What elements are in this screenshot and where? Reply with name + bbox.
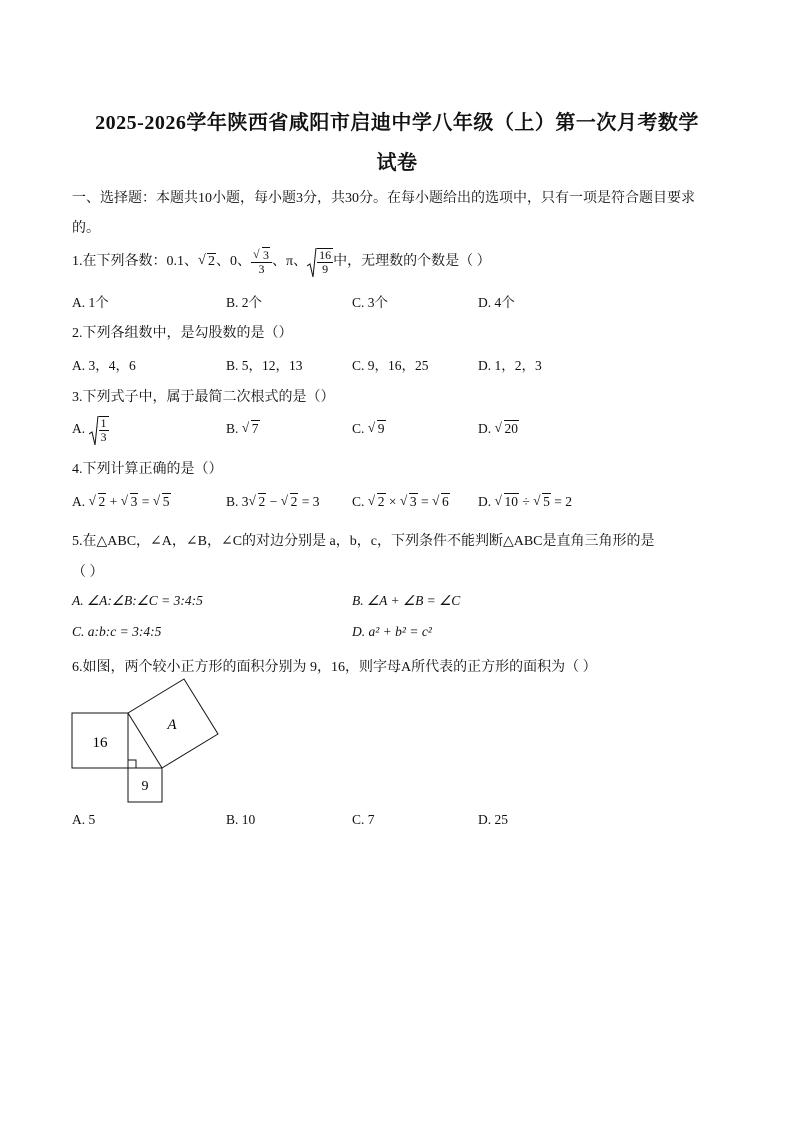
q1-option-d[interactable]: D. 4个 [478,295,515,310]
q3-d-radicand: 20 [504,421,518,436]
exam-title-line1: 2025-2026学年陕西省咸阳市启迪中学八年级（上）第一次月考数学 [95,112,699,134]
q2-option-a[interactable]: A. 3，4，6 [72,358,136,373]
q1-suffix: 中，无理数的个数是（ ） [333,254,491,270]
q4-c-eq: = [417,494,433,509]
q4-d-r2: 5 [543,494,550,509]
q4-d-eq: = 2 [550,494,573,509]
question-2-stem: 2.下列各组数中，是勾股数的是（） [72,326,293,341]
q4-option-c[interactable] [352,494,450,510]
q4-c-r2: 3 [409,494,417,509]
q4-a-label: A. [72,494,86,509]
label-16: 16 [92,735,108,751]
q6-option-a[interactable]: A. 5 [72,812,96,827]
q3-option-c[interactable] [352,421,386,437]
q3-d-label: D. [478,421,492,436]
question-5-stem-line1: 5.在△ABC，∠A，∠B，∠C的对边分别是 a，b，c，下列条件不能判断△ABC是直角三角形的是 [72,534,655,549]
q6-option-b[interactable]: B. 10 [226,812,256,827]
label-9: 9 [141,779,149,794]
q1-sep2: 、π、 [272,254,308,270]
q4-c-r1: 2 [377,494,385,509]
q4-d-label: D. [478,494,492,509]
label-a: A [167,717,177,733]
q3-a-den: 3 [100,430,107,444]
q1-sqrt2-value: 2 [208,254,215,270]
q5-option-b[interactable]: B. ∠A + ∠B = ∠C [352,593,461,608]
question-1-stem [72,248,491,276]
q4-a-eq: = [138,494,153,509]
q3-b-radicand: 7 [251,421,259,436]
exam-title-line2: 试卷 [376,152,418,174]
question-3-stem: 3.下列式子中，属于最简二次根式的是（） [72,390,335,405]
q1-sqrt-16-over-9 [307,248,333,276]
q4-a-r1: 2 [98,494,106,509]
q6-option-c[interactable]: C. 7 [352,812,375,827]
q3-a-num: 1 [100,416,107,430]
q1-fraction-sqrt3-over-3 [251,249,272,276]
q2-option-c[interactable]: C. 9，16，25 [352,358,429,373]
q4-b-r1: 2 [258,494,266,509]
right-angle-mark-icon [128,760,136,768]
q3-c-label: C. [352,421,365,436]
q4-option-b[interactable] [226,494,320,510]
question-4-stem: 4.下列计算正确的是（） [72,462,223,477]
question-5-stem-line2: （ ） [72,565,104,580]
q4-c-op: × [385,494,400,509]
q4-b-label: B. [226,494,239,509]
q3-option-d[interactable] [478,421,519,437]
q4-b-r2: 2 [290,494,298,509]
q1-option-c[interactable]: C. 3个 [352,295,389,310]
q3-c-radicand: 9 [377,421,385,436]
q4-c-r3: 6 [442,494,449,509]
q1-big-den: 9 [322,262,329,276]
q4-option-a[interactable] [72,494,171,510]
q5-option-a[interactable]: A. ∠A:∠B:∠C = 3:4:5 [72,593,203,608]
q3-b-label: B. [226,421,239,436]
q6-option-d[interactable]: D. 25 [478,812,508,827]
q1-frac-num: 3 [263,247,269,262]
question-6-stem: 6.如图，两个较小正方形的面积分别为 9，16，则字母A所代表的正方形的面积为（ ） [72,660,597,675]
q1-frac-den: 3 [258,261,265,276]
q3-a-sqrt-fraction [89,416,109,444]
q1-option-b[interactable]: B. 2个 [226,295,263,310]
q1-big-num: 16 [319,248,332,262]
q2-option-b[interactable]: B. 5，12，13 [226,358,303,373]
q1-option-a[interactable]: A. 1个 [72,295,109,310]
section-instructions-line1: 一、选择题：本题共10小题，每小题3分，共30分。在每小题给出的选项中，只有一项是符合题目要求 [72,191,695,206]
q4-a-r2: 3 [130,494,138,509]
radical-sign-icon [89,416,99,446]
q1-sqrt2 [198,254,216,270]
q4-a-r3: 5 [162,494,170,509]
q5-option-d[interactable]: D. a² + b² = c² [352,624,432,639]
q4-b-pre: 3 [241,494,249,509]
q4-d-r1: 10 [504,494,518,509]
q4-a-op: + [106,494,121,509]
radical-sign-icon [307,248,317,278]
q3-option-a[interactable] [72,416,109,444]
section-instructions-line2: 的。 [72,221,100,236]
q6-squares-figure [66,676,226,806]
q4-option-d[interactable] [478,494,572,510]
q4-c-label: C. [352,494,365,509]
q3-option-b[interactable] [226,421,260,437]
q4-d-op: ÷ [519,494,534,509]
q1-prefix: 1.在下列各数：0.1、 [72,254,198,270]
q2-option-d[interactable]: D. 1，2，3 [478,358,542,373]
q5-option-c[interactable]: C. a:b:c = 3:4:5 [72,624,162,639]
q1-sep1: 、0、 [216,254,251,270]
q3-a-label: A. [72,421,86,437]
q4-b-op: − [266,494,281,509]
q4-b-eq: = 3 [298,494,320,509]
